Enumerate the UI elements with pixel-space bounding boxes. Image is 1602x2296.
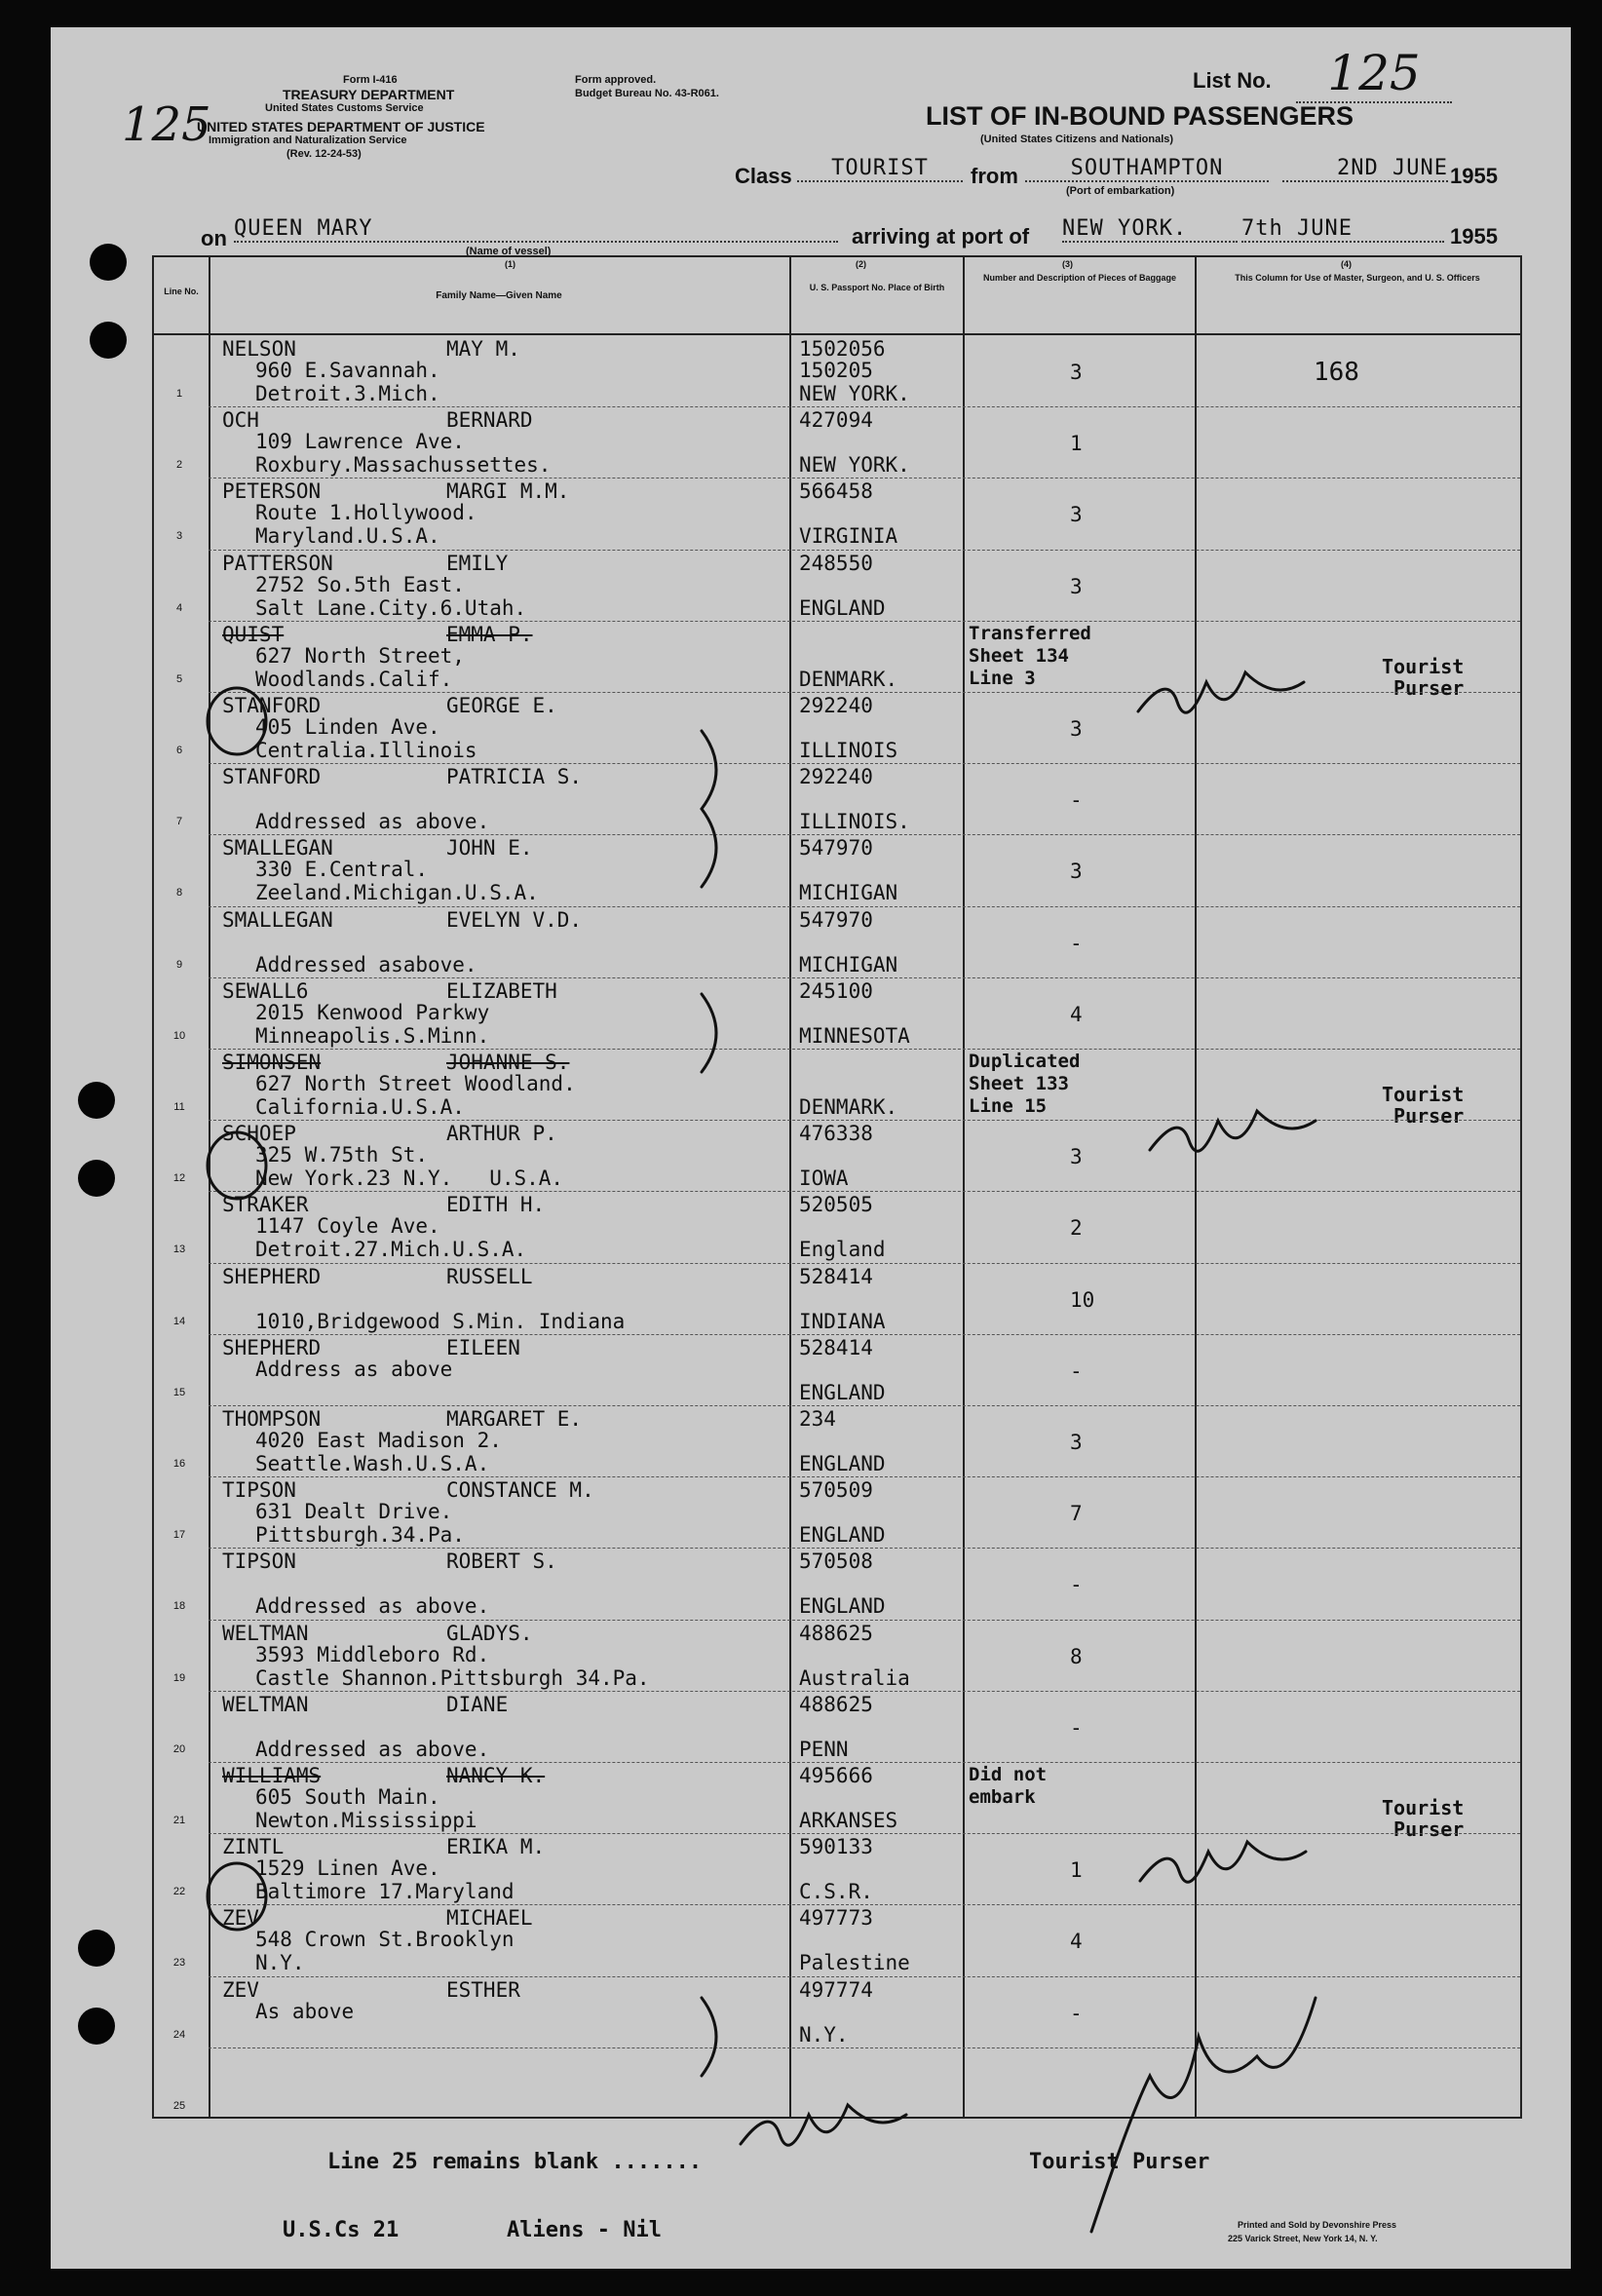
baggage-count: 8 (1070, 1644, 1083, 1668)
address-line-1: 2752 So.5th East. (255, 572, 465, 596)
line-number: 17 (172, 1529, 186, 1542)
address-line-1: 3593 Middleboro Rd. (255, 1642, 490, 1666)
passport-number-corrected: 150205 (799, 359, 873, 382)
address-line-1: Address as above (255, 1357, 453, 1381)
place-of-birth: DENMARK. (799, 667, 898, 691)
given-name: ARTHUR P. (446, 1122, 557, 1146)
given-name: MAY M. (446, 337, 520, 361)
family-name: SIMONSEN (222, 1051, 322, 1074)
place-of-birth: VIRGINIA (799, 524, 898, 549)
line-25-purser: Tourist Purser (1029, 2150, 1210, 2174)
officer-note: 168 (1314, 358, 1359, 387)
line-number: 18 (172, 1600, 186, 1613)
baggage-count: 3 (1070, 574, 1083, 598)
baggage-count: 3 (1070, 717, 1083, 741)
address-line-2: Zeeland.Michigan.U.S.A. (255, 881, 539, 905)
line-number: 11 (173, 1101, 185, 1113)
passport-number: 245100 (799, 978, 873, 1003)
place-of-birth: MICHIGAN (799, 881, 898, 905)
passport-number: 497774 (799, 1977, 873, 2002)
family-name: WELTMAN (222, 1621, 309, 1645)
given-name: MICHAEL (446, 1906, 533, 1931)
circle-mark (208, 688, 266, 754)
line-number: 9 (175, 958, 183, 971)
place-of-birth: Palestine (799, 1951, 910, 1975)
family-name: TIPSON (222, 1550, 296, 1574)
signature-mark (741, 2105, 906, 2145)
address-line-1: 1147 Coyle Ave. (255, 1214, 440, 1239)
line-number: 16 (172, 1458, 186, 1470)
baggage-count: 3 (1070, 1145, 1083, 1169)
place-of-birth: N.Y. (799, 2022, 849, 2047)
passport-number: 292240 (799, 765, 873, 789)
ins-service: Immigration and Naturalization Service (209, 134, 407, 146)
header-officers: This Column for Use of Master, Surgeon, and U. S. Officers (1235, 273, 1480, 283)
passport-number: 234 (799, 1407, 836, 1431)
line-number: 10 (172, 1029, 186, 1042)
class-value: TOURIST (797, 156, 963, 182)
baggage-count: 10 (1070, 1287, 1095, 1312)
family-name: SEWALL6 (222, 978, 309, 1003)
line-number: 1 (175, 388, 183, 400)
officer-note: Tourist Purser (1382, 654, 1465, 700)
place-of-birth: DENMARK. (799, 1095, 898, 1119)
header-line-no: Line No. (164, 287, 199, 296)
embark-year: 1955 (1450, 164, 1498, 188)
address-line-2: Roxbury.Massachussettes. (255, 453, 552, 478)
line-number: 7 (175, 816, 183, 828)
address-line-1: 1529 Linen Ave. (255, 1856, 440, 1881)
baggage-count: Duplicated Sheet 133 Line 15 (969, 1051, 1081, 1117)
baggage-count: 3 (1070, 860, 1083, 884)
given-name: ESTHER (446, 1977, 520, 2002)
embarkation-port: SOUTHAMPTON (1025, 156, 1269, 182)
place-of-birth: ENGLAND (799, 1594, 886, 1619)
address-line-2: N.Y. (255, 1951, 305, 1975)
signature-mark (1138, 672, 1304, 712)
place-of-birth: Australia (799, 1665, 910, 1690)
treasury-dept: TREASURY DEPARTMENT (283, 87, 455, 102)
line-number: 19 (172, 1671, 186, 1684)
baggage-count: 1 (1070, 432, 1083, 456)
address-line-2: Minneapolis.S.Minn. (255, 1023, 490, 1048)
signature-mark (1140, 1842, 1306, 1882)
given-name: RUSSELL (446, 1264, 533, 1288)
address-line-1: 631 Dealt Drive. (255, 1500, 453, 1524)
circle-mark (208, 1863, 266, 1930)
baggage-count: - (1070, 931, 1083, 955)
family-name: STANFORD (222, 765, 322, 789)
given-name: PATRICIA S. (446, 765, 583, 789)
passport-number: 488625 (799, 1621, 873, 1645)
family-name: ZINTL (222, 1835, 285, 1859)
address-line-2: Castle Shannon.Pittsburgh 34.Pa. (255, 1665, 650, 1690)
address-line-1: 109 Lawrence Ave. (255, 430, 465, 454)
family-name: SCHOEP (222, 1122, 296, 1146)
baggage-count: 2 (1070, 1216, 1083, 1241)
arrival-date: 7th JUNE (1241, 216, 1444, 243)
given-name: EVELYN V.D. (446, 907, 583, 932)
baggage-count: 3 (1070, 1431, 1083, 1454)
passport-number: 528414 (799, 1264, 873, 1288)
baggage-count: - (1070, 1573, 1083, 1597)
address-line-2: Addressed as above. (255, 810, 490, 834)
given-name: GEORGE E. (446, 694, 557, 717)
family-name: PETERSON (222, 479, 322, 504)
given-name: DIANE (446, 1692, 509, 1716)
place-of-birth: INDIANA (799, 1309, 886, 1333)
list-no-label: List No. (1193, 68, 1272, 93)
passport-number: 476338 (799, 1122, 873, 1146)
given-name: ROBERT S. (446, 1550, 557, 1574)
vessel-name: QUEEN MARY (234, 216, 838, 243)
bracket-mark (702, 731, 716, 887)
place-of-birth: ARKANSES (799, 1809, 898, 1832)
baggage-count: Did not embark (969, 1764, 1048, 1808)
line-number: 3 (175, 530, 183, 543)
line-number: 4 (175, 601, 183, 614)
given-name: EMMA P. (446, 622, 533, 646)
passport-number: 497773 (799, 1906, 873, 1931)
line-25-note: Line 25 remains blank ....... (327, 2150, 703, 2174)
passport-number: 547970 (799, 836, 873, 861)
address-line-1: 2015 Kenwood Parkwy (255, 1000, 490, 1024)
corner-handwritten-number: 125 (122, 97, 211, 152)
column-ref-2: (2) (856, 259, 866, 269)
address-line-2: New York.23 N.Y. U.S.A. (255, 1167, 564, 1191)
address-line-1: 960 E.Savannah. (255, 359, 440, 382)
place-of-birth: ILLINOIS (799, 739, 898, 762)
given-name: EILEEN (446, 1335, 520, 1359)
passport-number: 547970 (799, 907, 873, 932)
place-of-birth: England (799, 1238, 886, 1262)
place-of-birth: ENGLAND (799, 1523, 886, 1548)
address-line-1: 330 E.Central. (255, 858, 429, 882)
given-name: JOHN E. (446, 836, 533, 861)
document-title: LIST OF IN-BOUND PASSENGERS (926, 101, 1354, 131)
family-name: OCH (222, 408, 259, 433)
given-name: NANCY K. (446, 1764, 546, 1787)
address-line-2: California.U.S.A. (255, 1095, 465, 1119)
arrival-year: 1955 (1450, 224, 1498, 249)
line-number: 12 (172, 1172, 186, 1185)
given-name: ERIKA M. (446, 1835, 546, 1859)
baggage-count: Transferred Sheet 134 Line 3 (969, 622, 1091, 689)
column-ref-3: (3) (1062, 259, 1073, 269)
passport-number: 488625 (799, 1692, 873, 1716)
given-name: MARGARET E. (446, 1407, 583, 1431)
header-name: Family Name—Given Name (436, 290, 562, 301)
arriving-label: arriving at port of (852, 224, 1030, 249)
line-number: 25 (172, 2099, 186, 2112)
passport-number: 566458 (799, 479, 873, 504)
footer-code: U.S.Cs 21 (283, 2218, 400, 2242)
address-line-2: Addressed asabove. (255, 952, 477, 976)
family-name: TIPSON (222, 1478, 296, 1503)
given-name: GLADYS. (446, 1621, 533, 1645)
address-line-2: 1010,Bridgewood S.Min. Indiana (255, 1309, 626, 1333)
place-of-birth: PENN (799, 1737, 849, 1761)
passport-number: 248550 (799, 551, 873, 575)
baggage-count: 4 (1070, 1930, 1083, 1954)
place-of-birth: ENGLAND (799, 1380, 886, 1404)
family-name: ZEV (222, 1977, 259, 2002)
officer-note: Tourist Purser (1382, 1083, 1465, 1128)
baggage-count: - (1070, 2001, 1083, 2025)
vessel-caption: (Name of vessel) (466, 246, 552, 257)
address-line-2: Maryland.U.S.A. (255, 524, 440, 549)
line-number: 5 (175, 672, 183, 685)
baggage-count: - (1070, 788, 1083, 813)
family-name: STRAKER (222, 1193, 309, 1217)
arrival-port: NEW YORK. (1062, 216, 1238, 243)
family-name: SHEPHERD (222, 1335, 322, 1359)
place-of-birth: IOWA (799, 1167, 849, 1191)
form-approved: Form approved. (575, 74, 657, 86)
address-line-2: Seattle.Wash.U.S.A. (255, 1452, 490, 1475)
family-name: SHEPHERD (222, 1264, 322, 1288)
given-name: JOHANNE S. (446, 1051, 570, 1074)
line-number: 20 (172, 1742, 186, 1755)
passport-number: 590133 (799, 1835, 873, 1859)
from-label: from (971, 164, 1018, 188)
family-name: PATTERSON (222, 551, 333, 575)
family-name: THOMPSON (222, 1407, 322, 1431)
family-name: WELTMAN (222, 1692, 309, 1716)
bracket-mark (702, 994, 716, 1072)
baggage-count: 7 (1070, 1502, 1083, 1526)
address-line-2: Centralia.Illinois (255, 739, 477, 762)
given-name: MARGI M.M. (446, 479, 570, 504)
form-number: Form I-416 (343, 74, 398, 86)
embark-date: 2ND JUNE (1282, 156, 1448, 182)
address-line-1: 4020 East Madison 2. (255, 1429, 502, 1452)
passport-number: 520505 (799, 1193, 873, 1217)
header-baggage: Number and Description of Pieces of Baggage (982, 273, 1177, 283)
class-label: Class (735, 164, 792, 188)
passport-number: 427094 (799, 408, 873, 433)
family-name: ZEV (222, 1906, 259, 1931)
port-embark-caption: (Port of embarkation) (1066, 185, 1175, 197)
address-line-1: Route 1.Hollywood. (255, 501, 477, 525)
place-of-birth: ENGLAND (799, 595, 886, 620)
place-of-birth: NEW YORK. (799, 453, 910, 478)
address-line-1: 627 North Street Woodland. (255, 1072, 576, 1095)
circle-mark (208, 1132, 266, 1199)
baggage-count: 3 (1070, 361, 1083, 384)
budget-bureau: Budget Bureau No. 43-R061. (575, 88, 719, 99)
column-ref-1: (1) (505, 259, 515, 269)
passport-number: 528414 (799, 1335, 873, 1359)
signature-mark (1150, 1111, 1316, 1151)
passport-number: 1502056 (799, 337, 886, 361)
list-number: 125 (1296, 45, 1452, 103)
passport-number: 570509 (799, 1478, 873, 1503)
address-line-1: 405 Linden Ave. (255, 715, 440, 739)
given-name: ELIZABETH (446, 978, 557, 1003)
place-of-birth: ENGLAND (799, 1452, 886, 1475)
passport-number: 495666 (799, 1764, 873, 1787)
place-of-birth: MINNESOTA (799, 1023, 910, 1048)
family-name: WILLIAMS (222, 1764, 322, 1787)
place-of-birth: ILLINOIS. (799, 810, 910, 834)
given-name: EDITH H. (446, 1193, 546, 1217)
given-name: CONSTANCE M. (446, 1478, 594, 1503)
line-number: 15 (172, 1386, 186, 1398)
address-line-2: Pittsburgh.34.Pa. (255, 1523, 465, 1548)
given-name: EMILY (446, 551, 509, 575)
line-number: 21 (172, 1815, 186, 1826)
line-number: 22 (172, 1886, 186, 1898)
place-of-birth: C.S.R. (799, 1880, 873, 1904)
signature-mark (1091, 1998, 1316, 2232)
address-line-2: Addressed as above. (255, 1737, 490, 1761)
line-number: 8 (175, 887, 183, 899)
address-line-1: As above (255, 1999, 355, 2023)
baggage-count: 1 (1070, 1858, 1083, 1883)
on-label: on (201, 226, 227, 250)
footer-aliens: Aliens - Nil (507, 2218, 662, 2242)
address-line-2: Baltimore 17.Maryland (255, 1880, 515, 1904)
place-of-birth: NEW YORK. (799, 382, 910, 405)
address-line-2: Woodlands.Calif. (255, 667, 453, 691)
family-name: NELSON (222, 337, 296, 361)
address-line-2: Addressed as above. (255, 1594, 490, 1619)
baggage-count: 4 (1070, 1002, 1083, 1026)
family-name: STANFORD (222, 694, 322, 717)
place-of-birth: MICHIGAN (799, 952, 898, 976)
family-name: SMALLEGAN (222, 836, 333, 861)
document-subtitle: (United States Citizens and Nationals) (980, 134, 1174, 145)
family-name: QUIST (222, 622, 285, 646)
address-line-2: Newton.Mississippi (255, 1809, 477, 1832)
address-line-2: Detroit.3.Mich. (255, 382, 440, 405)
justice-dept: UNITED STATES DEPARTMENT OF JUSTICE (197, 119, 485, 134)
address-line-2: Salt Lane.City.6.Utah. (255, 595, 527, 620)
customs-service: United States Customs Service (265, 102, 424, 114)
given-name: BERNARD (446, 408, 533, 433)
line-number: 6 (175, 745, 183, 756)
line-number: 2 (175, 459, 183, 472)
printer-line-1: Printed and Sold by Devonshire Press (1238, 2220, 1397, 2230)
address-line-1: 548 Crown St.Brooklyn (255, 1928, 515, 1952)
passport-number: 292240 (799, 694, 873, 717)
officer-note: Tourist Purser (1382, 1796, 1465, 1841)
address-line-1: 325 W.75th St. (255, 1143, 429, 1167)
line-number: 24 (172, 2028, 186, 2041)
baggage-count: - (1070, 1358, 1083, 1383)
family-name: SMALLEGAN (222, 907, 333, 932)
column-ref-4: (4) (1341, 259, 1352, 269)
line-number: 23 (172, 1957, 186, 1970)
baggage-count: 3 (1070, 503, 1083, 527)
address-line-1: 627 North Street, (255, 643, 465, 668)
baggage-count: - (1070, 1715, 1083, 1740)
line-number: 13 (172, 1244, 186, 1256)
address-line-2: Detroit.27.Mich.U.S.A. (255, 1238, 527, 1262)
printer-line-2: 225 Varick Street, New York 14, N. Y. (1228, 2234, 1378, 2243)
bracket-mark (702, 1998, 716, 2076)
form-revision: (Rev. 12-24-53) (286, 148, 362, 160)
passport-number: 570508 (799, 1550, 873, 1574)
address-line-1: 605 South Main. (255, 1785, 440, 1809)
line-number: 14 (172, 1315, 186, 1327)
header-passport: U. S. Passport No. Place of Birth (809, 283, 945, 292)
